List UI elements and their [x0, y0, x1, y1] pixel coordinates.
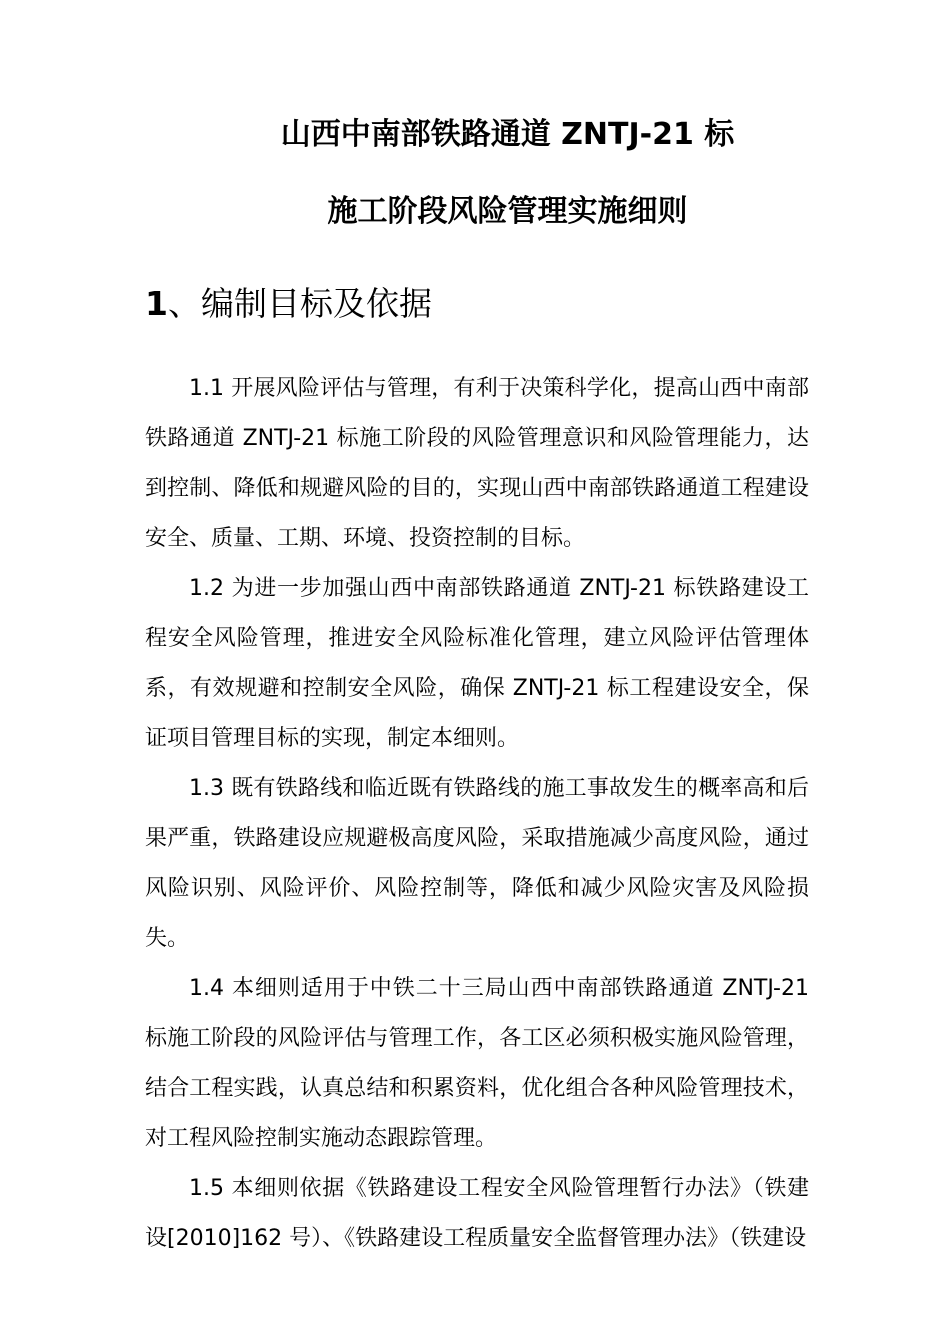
- paragraph-1-5: 1.5 本细则依据《铁路建设工程安全风险管理暂行办法》（铁建设[2010]162 号）、《铁路建设工程质量安全监督管理办法》（铁建设: [145, 1176, 809, 1251]
- paragraph-1-3: 1.3 既有铁路线和临近既有铁路线的施工事故发生的概率高和后果严重，铁路建设应规避极高度风险，采取措施减少高度风险，通过风险识别、风险评价、风险控制等，降低和减少风险灾害及风险损失。: [145, 776, 809, 951]
- section-heading: [145, 282, 432, 326]
- paragraph-1-4: 1.4 本细则适用于中铁二十三局山西中南部铁路通道 ZNTJ-21 标施工阶段的风险评估与管理工作，各工区必须积极实施风险管理，结合工程实践，认真总结和积累资料，优化组合各种风险管理技术，对工程风险控制实施动态跟踪管理。: [145, 976, 809, 1151]
- section-title: 、编制目标及依据: [167, 284, 432, 323]
- section-body: [145, 364, 809, 1264]
- document-title-line1: 山西中南部铁路通道 ZNTJ-21 标: [280, 117, 735, 152]
- paragraph-1-2: 1.2 为进一步加强山西中南部铁路通道 ZNTJ-21 标铁路建设工程安全风险管理，推进安全风险标准化管理，建立风险评估管理体系，有效规避和控制安全风险，确保 ZNTJ-21 标工程建设安全，保证项目管理目标的实现，制定本细则。: [145, 576, 809, 751]
- section-number: 1: [145, 284, 168, 323]
- document-title-line2: 施工阶段风险管理实施细则: [327, 194, 688, 229]
- paragraph-1-1: 1.1 开展风险评估与管理，有利于决策科学化，提高山西中南部铁路通道 ZNTJ-21 标施工阶段的风险管理意识和风险管理能力，达到控制、降低和规避风险的目的，实现山西中南部铁路通道工程建设安全、质量、工期、环境、投资控制的目标。: [145, 376, 809, 551]
